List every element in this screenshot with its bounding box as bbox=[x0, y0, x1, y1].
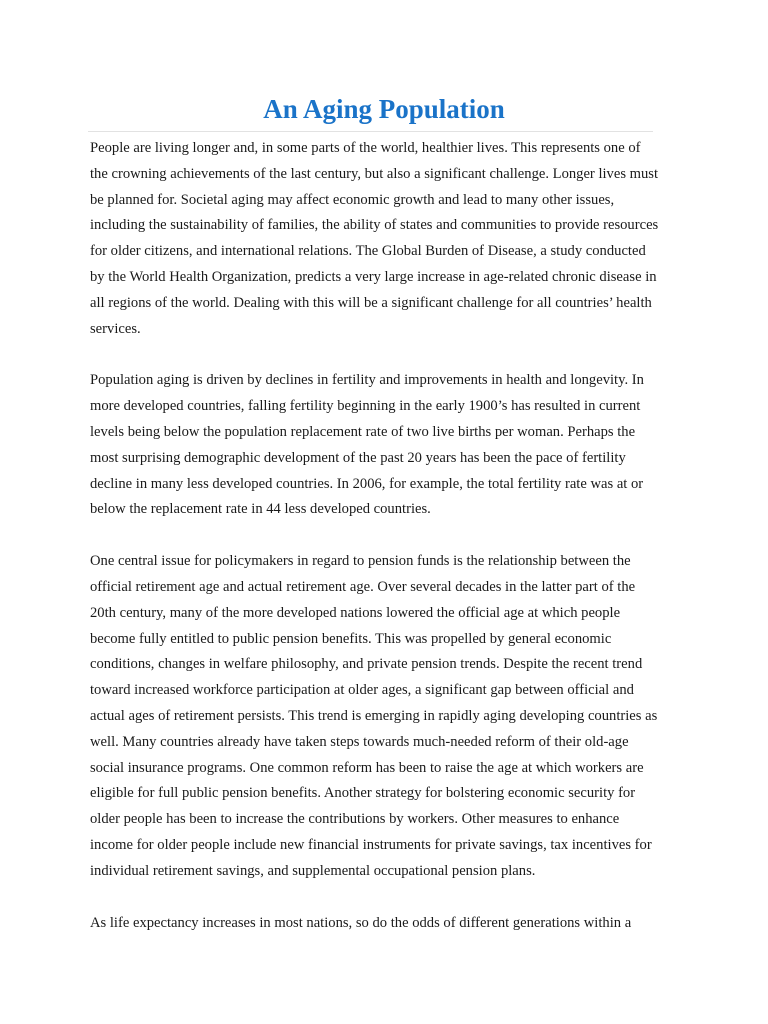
text-line: One central issue for policymakers in regard to pension funds is the relationship between the bbox=[90, 553, 631, 570]
text-line: eligible for full public pension benefits. Another strategy for bolstering economic security for bbox=[90, 785, 636, 802]
text-line: 20th century, many of the more developed nations lowered the official age at which people bbox=[90, 604, 621, 621]
text-line: older people has been to increase the contributions by workers. Other measures to enhance bbox=[90, 811, 620, 828]
text-line: below the replacement rate in 44 less developed countries. bbox=[90, 501, 431, 518]
page-title: An Aging Population bbox=[263, 94, 505, 124]
text-line: social insurance programs. One common reform has been to raise the age at which workers are bbox=[90, 759, 644, 776]
paragraph-2 bbox=[90, 368, 680, 523]
text-line: Population aging is driven by declines in fertility and improvements in health and longevity. In bbox=[90, 372, 644, 389]
text-line: by the World Health Organization, predicts a very large increase in age-related chronic disease in bbox=[90, 268, 657, 285]
text-line: the crowning achievements of the last century, but also a significant challenge. Longer lives must bbox=[90, 165, 659, 182]
text-line: services. bbox=[90, 320, 141, 337]
text-line: official retirement age and actual retirement age. Over several decades in the latter part of the bbox=[90, 578, 636, 595]
text-line: levels being below the population replacement rate of two live births per woman. Perhaps the bbox=[90, 423, 636, 440]
text-line: all regions of the world. Dealing with this will be a significant challenge for all countries’ health bbox=[90, 294, 652, 311]
article-body bbox=[90, 136, 680, 962]
text-line: conditions, changes in welfare philosophy, and private pension trends. Despite the recent trend bbox=[90, 656, 643, 673]
paragraph-4 bbox=[90, 911, 680, 937]
text-line: more developed countries, falling fertility beginning in the early 1900’s has resulted in current bbox=[90, 398, 641, 415]
text-line: toward increased workforce participation at older ages, a significant gap between official and bbox=[90, 682, 634, 699]
text-line: most surprising demographic development of the past 20 years has been the pace of fertility bbox=[90, 449, 626, 466]
text-line: decline in many less developed countries. In 2006, for example, the total fertility rate was at or bbox=[90, 475, 644, 492]
text-line: People are living longer and, in some parts of the world, healthier lives. This represents one of bbox=[90, 140, 641, 156]
paragraph-3 bbox=[90, 549, 680, 884]
text-line: become fully entitled to public pension benefits. This was propelled by general economic bbox=[90, 630, 612, 647]
text-line: well. Many countries already have taken steps towards much-needed reform of their old-age bbox=[90, 733, 629, 750]
text-line: actual ages of retirement persists. This trend is emerging in rapidly aging developing countries as bbox=[90, 707, 658, 724]
text-line: individual retirement savings, and supplemental occupational pension plans. bbox=[90, 862, 536, 879]
text-line: for older citizens, and international relations. The Global Burden of Disease, a study conducted bbox=[90, 243, 646, 260]
text-line: be planned for. Societal aging may affect economic growth and lead to many other issues, bbox=[90, 191, 615, 208]
title-divider bbox=[88, 131, 653, 132]
paragraph-1 bbox=[90, 136, 680, 342]
text-line: As life expectancy increases in most nations, so do the odds of different generations within a bbox=[90, 914, 632, 931]
text-line: income for older people include new financial instruments for private savings, tax incentives for bbox=[90, 836, 652, 853]
text-line: including the sustainability of families, the ability of states and communities to provide resources bbox=[90, 217, 659, 234]
